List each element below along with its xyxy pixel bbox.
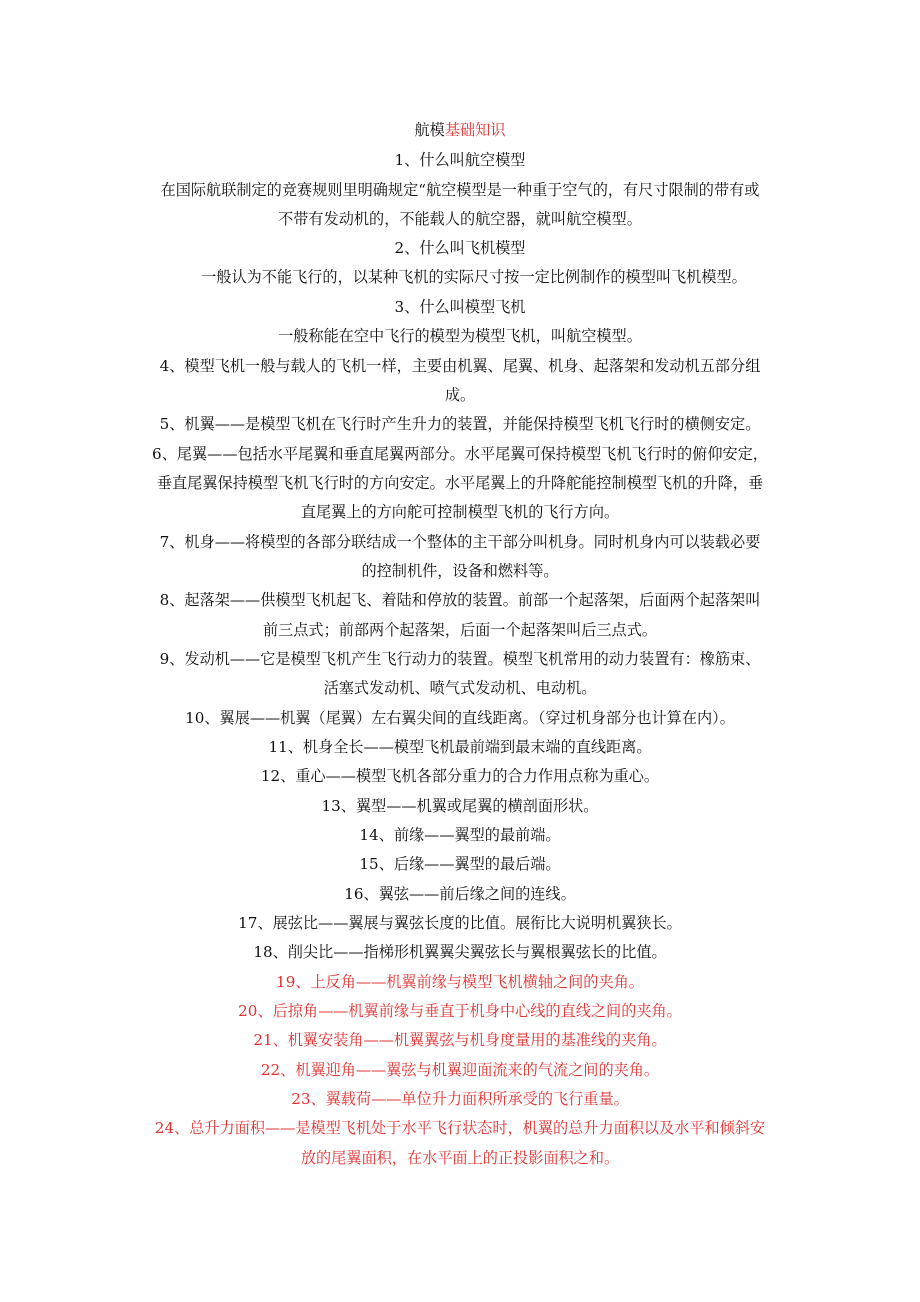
- item-22: 22、机翼迎角——翼弦与机翼迎面流来的气流之间的夹角。: [260, 1061, 660, 1079]
- item-13: 13、翼型——机翼或尾翼的横剖面形状。: [321, 797, 599, 815]
- item-11: 11、机身全长——模型飞机最前端到最末端的直线距离。: [268, 738, 652, 756]
- heading-3: 3、什么叫模型飞机: [394, 298, 526, 316]
- paragraph-1-line-1: 在国际航联制定的竞赛规则里明确规定“航空模型是一种重于空气的，有尺寸限制的带有或: [160, 181, 760, 199]
- item-20: 20、后掠角——机翼前缘与垂直于机身中心线的直线之间的夹角。: [238, 1002, 682, 1020]
- document-title: [0, 120, 920, 140]
- item-24-line-2: 放的尾翼面积，在水平面上的正投影面积之和。: [300, 1149, 620, 1167]
- item-9-line-2: 活塞式发动机、喷气式发动机、电动机。: [323, 679, 597, 697]
- heading-1: 1、什么叫航空模型: [394, 151, 526, 169]
- item-21: 21、机翼安装角——机翼翼弦与机身度量用的基准线的夹角。: [253, 1031, 667, 1049]
- item-14: 14、前缘——翼型的最前端。: [359, 826, 561, 844]
- item-7-line-1: 7、机身——将模型的各部分联结成一个整体的主干部分叫机身。同时机身内可以装载必要: [159, 533, 761, 551]
- item-24-line-1: 24、总升力面积——是模型飞机处于水平飞行状态时，机翼的总升力面积以及水平和倾斜安: [154, 1119, 766, 1137]
- item-7-line-2: 的控制机件，设备和燃料等。: [361, 562, 559, 580]
- item-6-line-1: 6、尾翼——包括水平尾翼和垂直尾翼两部分。水平尾翼可保持模型飞机飞行时的俯仰安定，: [152, 445, 768, 463]
- paragraph-1-line-2: 不带有发动机的，不能载人的航空器，就叫航空模型。: [278, 210, 642, 228]
- item-6-line-3: 直尾翼上的方向舵可控制模型飞机的飞行方向。: [300, 503, 620, 521]
- item-4-line-2: 成。: [444, 386, 476, 404]
- item-8-line-2: 前三点式；前部两个起落架，后面一个起落架叫后三点式。: [262, 621, 658, 639]
- heading-2: 2、什么叫飞机模型: [394, 239, 526, 257]
- item-15: 15、后缘——翼型的最后端。: [359, 855, 561, 873]
- item-19: 19、上反角——机翼前缘与模型飞机横轴之间的夹角。: [276, 973, 644, 991]
- item-16: 16、翼弦——前后缘之间的连线。: [344, 885, 576, 903]
- item-10: 10、翼展——机翼（尾翼）左右翼尖间的直线距离。（穿过机身部分也计算在内）。: [185, 709, 735, 727]
- item-17: 17、展弦比——翼展与翼弦长度的比值。展衔比大说明机翼狭长。: [238, 914, 682, 932]
- item-18: 18、削尖比——指梯形机翼翼尖翼弦长与翼根翼弦长的比值。: [253, 943, 667, 961]
- paragraph-3: 一般称能在空中飞行的模型为模型飞机，叫航空模型。: [278, 327, 642, 345]
- title-part-red: 基础知识: [444, 121, 506, 139]
- paragraph-2: 一般认为不能飞行的，以某种飞机的实际尺寸按一定比例制作的模型叫飞机模型。: [201, 268, 747, 286]
- item-9-line-1: 9、发动机——它是模型飞机产生飞行动力的装置。模型飞机常用的动力装置有：橡筋束、: [159, 650, 761, 668]
- title-part-black: 航模: [414, 121, 445, 139]
- item-23: 23、翼载荷——单位升力面积所承受的飞行重量。: [291, 1090, 629, 1108]
- item-12: 12、重心——模型飞机各部分重力的合力作用点称为重心。: [260, 767, 660, 785]
- item-4-line-1: 4、模型飞机一般与载人的飞机一样，主要由机翼、尾翼、机身、起落架和发动机五部分组: [159, 357, 761, 375]
- item-5: 5、机翼——是模型飞机在飞行时产生升力的装置，并能保持模型飞机飞行时的横侧安定。: [159, 415, 761, 433]
- item-8-line-1: 8、起落架——供模型飞机起飞、着陆和停放的装置。前部一个起落架，后面两个起落架叫: [159, 591, 761, 609]
- item-6-line-2: 垂直尾翼保持模型飞机飞行时的方向安定。水平尾翼上的升降舵能控制模型飞机的升降，垂: [156, 474, 764, 492]
